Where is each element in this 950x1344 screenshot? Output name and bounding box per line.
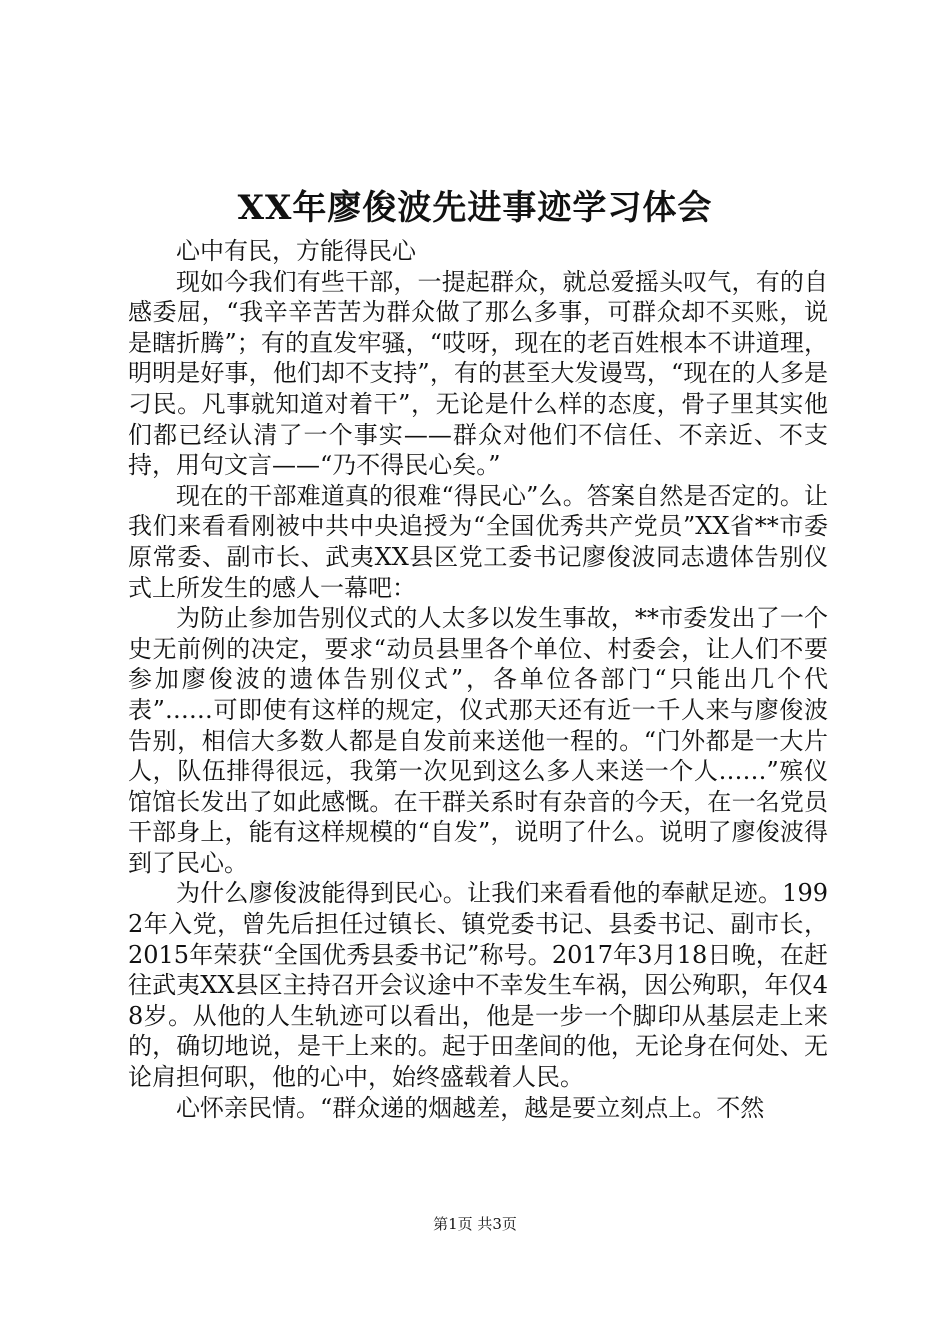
paragraph: 为什么廖俊波能得到民心。让我们来看看他的奉献足迹。1992年入党，曾先后担任过镇长、镇党委书记、县委书记、副市长，2015年荣获“全国优秀县委书记”称号。2017年3月18日晚，在赶往武夷XX县区主持召开会议途中不幸发生车祸，因公殉职，年仅48岁。从他的人生轨迹可以看出，他是一步一个脚印从基层走上来的，确切地说，是干上来的。起于田垄间的他，无论身在何处、无论肩担何职，他的心中，始终盛载着人民。 (128, 879, 828, 1092)
paragraph: 为防止参加告别仪式的人太多以发生事故，**市委发出了一个史无前例的决定，要求“动员县里各个单位、村委会，让人们不要参加廖俊波的遗体告别仪式”，各单位各部门“只能出几个代表”……可即使有这样的规定，仪式那天还有近一千人来与廖俊波告别，相信大多数人都是自发前来送他一程的。“门外都是一大片人，队伍排得很远，我第一次见到这么多人来送一个人……”殡仪馆馆长发出了如此感慨。在干群关系时有杂音的今天，在一名党员干部身上，能有这样规模的“自发”，说明了什么。说明了廖俊波得到了民心。 (128, 604, 828, 877)
paragraph: 现在的干部难道真的很难“得民心”么。答案自然是否定的。让我们来看看刚被中共中央追授为“全国优秀共产党员”XX省**市委原常委、副市长、武夷XX县区党工委书记廖俊波同志遗体告别仪式上所发生的感人一幕吧： (128, 481, 828, 602)
paragraph: 现如今我们有些干部，一提起群众，就总爱摇头叹气，有的自感委屈，“我辛辛苦苦为群众做了那么多事，可群众却不买账，说是瞎折腾”；有的直发牢骚，“哎呀，现在的老百姓根本不讲道理，明明是好事，他们却不支持”，有的甚至大发谩骂，“现在的人多是刁民。凡事就知道对着干”，无论是什么样的态度，骨子里其实他们都已经认清了一个事实——群众对他们不信任、不亲近、不支持，用句文言——“乃不得民心矣。” (128, 267, 828, 480)
paragraph: 心怀亲民情。“群众递的烟越差，越是要立刻点上。不然 (176, 1093, 765, 1122)
document-body (128, 236, 828, 1123)
page-footer: 第1页 共3页 (433, 1215, 517, 1233)
document-title: XX年廖俊波先进事迹学习体会 (237, 188, 713, 228)
paragraph-subtitle: 心中有民，方能得民心 (176, 237, 416, 265)
